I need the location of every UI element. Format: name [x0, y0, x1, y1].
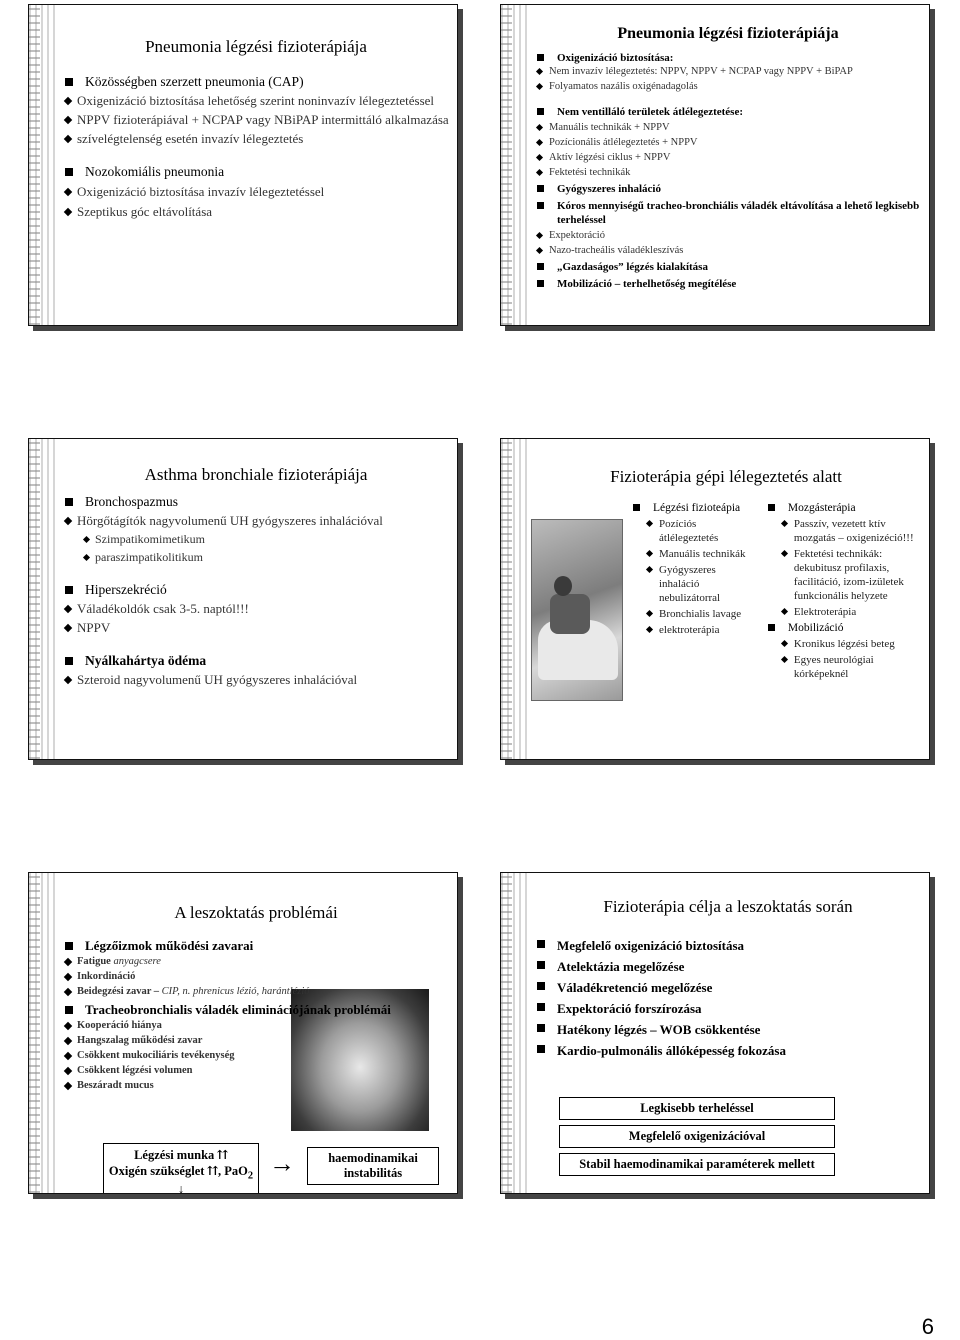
spacer [535, 93, 921, 105]
list-item: Pozíciós átlélegeztetés [645, 517, 758, 545]
heading: Kóros mennyiségű tracheo-bronchiális váladék eltávolítása a lehető legkisebb terheléssel [535, 199, 921, 227]
heading: Mobilizáció – terhelhetőség megítélése [535, 277, 921, 291]
list-item: Nem invazív lélegeztetés: NPPV, NPPV + NCPAP vagy NPPV + BiPAP [535, 65, 921, 78]
heading: Gyógyszeres inhaláció [535, 182, 921, 196]
item-extra: CIP, n. phrenicus lézió, harántlézió [159, 986, 310, 997]
list-item: Szeptikus góc eltávolítása [63, 204, 449, 220]
slide-pneumonia-1 [28, 4, 458, 326]
list-item: Passzív, vezetett ktív mozgatás – oxigenizéció!!! [780, 517, 921, 545]
list-item: Megfelelő oxigenizáció biztosítása [535, 935, 921, 956]
list-item: Folyamatos nazális oxigénadagolás [535, 80, 921, 93]
list-item: Fektetési technikák [535, 166, 921, 179]
list-item [63, 969, 449, 984]
list-item: Szteroid nagyvolumenű UH gyógyszeres inhalációval [63, 672, 449, 688]
list-item: Kooperáció hiánya [63, 1018, 449, 1033]
list-item: Oxigenizáció biztosítása invazív lélegeztetéssel [63, 184, 449, 200]
heading: Bronchospazmus [63, 493, 449, 510]
list-item: Beszáradt mucus [63, 1078, 449, 1093]
down-arrow-icon: ↓ [177, 1181, 185, 1194]
list-item: NPPV [63, 620, 449, 636]
heading: Légzőizmok működési zavarai [63, 937, 449, 954]
list-item: Manuális technikák + NPPV [535, 121, 921, 134]
heading: Hiperszekréció [63, 581, 449, 598]
slide-weaning-problems [28, 872, 458, 1194]
list-item: NPPV fizioterápiával + NCPAP vagy NBiPAP intermittáló alkalmazása [63, 112, 449, 128]
box-work-of-breathing [103, 1143, 259, 1194]
list-item: szívelégtelenség esetén invazív lélegeztetés [63, 131, 449, 147]
heading: Nyálkahártya ödéma [63, 652, 449, 669]
list-item: Atelektázia megelőzése [535, 956, 921, 977]
list-item: Fektetési technikák: dekubitusz profilaxis, facilitáció, izom-izületek funkcionális helyzete [780, 547, 921, 603]
list-item: Oxigenizáció biztosítása lehetőség szerint noninvazív lélegeztetéssel [63, 93, 449, 109]
item-extra: anyagcsere [110, 956, 161, 967]
box-line-2-text: Oxigén szükséglet ⇈, PaO [108, 1164, 248, 1178]
slide-pneumonia-2 [500, 4, 930, 326]
spacer [63, 147, 449, 163]
box-haemodynamic: haemodinamikai instabilitás [307, 1147, 439, 1185]
right-arrow-icon: → [269, 1149, 295, 1178]
item-main: Beidegzési zavar – [77, 986, 160, 997]
heading: Nem ventilláló területek átlélegeztetése: [535, 105, 921, 119]
box-line-2 [108, 1163, 254, 1194]
patient-photo [531, 519, 623, 701]
heading: Mobilizáció [766, 621, 921, 635]
list-item: Csökkent mukociliáris tevékenység [63, 1048, 449, 1063]
list-item: Kronikus légzési beteg [780, 637, 921, 651]
box-haemodynamic-params: Stabil haemodinamikai paraméterek mellett [559, 1153, 835, 1176]
subscript: 2 [247, 1170, 254, 1182]
slide-title: Fizioterápia célja a leszoktatás során [603, 897, 853, 916]
list-item: Aktív légzési ciklus + NPPV [535, 151, 921, 164]
list-item [63, 954, 449, 969]
heading: Mozgásterápia [766, 501, 921, 515]
list-item: Gyógyszeres inhaláció nebulizátorral [645, 563, 758, 605]
list-item: Pozícionális átlélegeztetés + NPPV [535, 136, 921, 149]
heading-nozokomialis: Nozokomiális pneumonia [63, 163, 449, 180]
item-main: Fatigue [77, 956, 111, 967]
list-item: Váladékoldók csak 3-5. naptól!!! [63, 601, 449, 617]
list-item: Hörgőtágítók nagyvolumenű UH gyógyszeres inhalációval [63, 513, 449, 529]
slide-title: Asthma bronchiale fizioterápiája [144, 465, 368, 484]
list-item: Expektoráció forszírozása [535, 998, 921, 1019]
list-item: Váladékretenció megelőzése [535, 977, 921, 998]
item-main: Inkordináció [77, 971, 136, 982]
list-item: elektroterápia [645, 623, 758, 637]
heading-cap: Közösségben szerzett pneumonia (CAP) [63, 73, 449, 90]
box-oxygenation: Megfelelő oxigenizációval [559, 1125, 835, 1148]
list-item: Hangszalag működési zavar [63, 1033, 449, 1048]
page-number: 6 [921, 1314, 934, 1339]
list-item: Hatékony légzés – WOB csökkentése [535, 1019, 921, 1040]
slide-weaning-goals [500, 872, 930, 1194]
slide-title: Pneumonia légzési fizioterápiája [617, 25, 839, 42]
list-item [63, 984, 449, 999]
photo-patient-body [550, 594, 590, 634]
list-item: Szimpatikomimetikum [81, 531, 449, 547]
list-item: Bronchialis lavage [645, 607, 758, 621]
list-item: Csökkent légzési volumen [63, 1063, 449, 1078]
spacer [63, 636, 449, 652]
slide-ventilation [500, 438, 930, 760]
list-item: Elektroterápia [780, 605, 921, 619]
heading: Oxigenizáció biztosítása: [535, 51, 921, 65]
list-item: Manuális technikák [645, 547, 758, 561]
list-item: Expektoráció [535, 229, 921, 242]
slide-title: A leszoktatás problémái [174, 903, 338, 922]
photo-patient-head [554, 576, 572, 596]
box-least-load: Legkisebb terheléssel [559, 1097, 835, 1120]
list-item: Egyes neurológiai kórképeknél [780, 653, 921, 681]
slide-asthma [28, 438, 458, 760]
spacer [63, 565, 449, 581]
heading: Tracheobronchialis váladék eliminációjának problémái [63, 1001, 449, 1018]
list-item: Nazo-tracheális váladékleszívás [535, 244, 921, 257]
slide-title: Pneumonia légzési fizioterápiája [145, 37, 367, 56]
list-item: paraszimpatikolitikum [81, 549, 449, 565]
heading: „Gazdaságos” légzés kialakítása [535, 260, 921, 274]
heading: Légzési fizioteápia [631, 501, 758, 515]
list-item: Kardio-pulmonális állóképesség fokozása [535, 1040, 921, 1061]
slide-title: Fizioterápia gépi lélegeztetés alatt [610, 467, 842, 486]
box-line-1: Légzési munka ⇈ [134, 1148, 228, 1162]
